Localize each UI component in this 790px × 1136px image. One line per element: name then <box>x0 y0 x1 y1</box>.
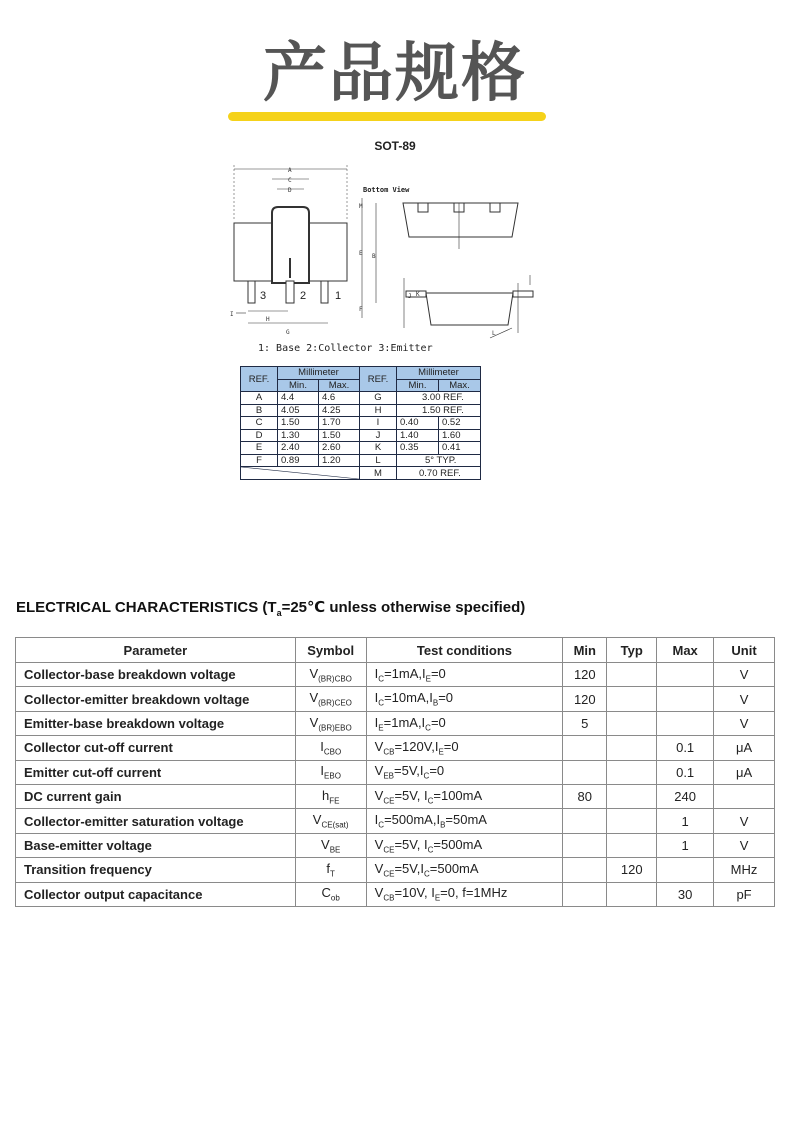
condition-text: =0 <box>429 763 445 779</box>
max-cell: 240 <box>657 784 714 808</box>
ref-header: REF. <box>241 367 278 392</box>
max-header: Max. <box>439 379 481 392</box>
dim-label-k: K <box>416 291 420 298</box>
condition-subscript: C <box>423 772 430 782</box>
max-cell <box>657 687 714 711</box>
max-cell: 1.20 <box>319 454 360 467</box>
symbol-text: V <box>309 714 319 730</box>
min-cell: 120 <box>563 663 607 687</box>
min-cell: 2.40 <box>278 442 319 455</box>
condition-text: =10V, I <box>394 885 435 901</box>
symbol-text: C <box>321 885 331 901</box>
symbol-subscript: FE <box>329 796 340 806</box>
parameter-cell: Transition frequency <box>16 858 296 882</box>
title-underline <box>228 112 546 121</box>
symbol-subscript: T <box>330 869 335 879</box>
unit-cell: V <box>714 809 775 833</box>
condition-cell <box>366 711 563 735</box>
typ-cell: 120 <box>607 858 657 882</box>
condition-cell <box>366 858 563 882</box>
ref-cell: M <box>360 467 397 480</box>
column-header: Typ <box>607 638 657 663</box>
symbol-cell <box>295 736 366 760</box>
symbol-cell <box>295 760 366 784</box>
typ-cell <box>607 663 657 687</box>
unit-cell: μA <box>714 736 775 760</box>
symbol-subscript: EBO <box>324 772 341 782</box>
value-cell: 5° TYP. <box>397 454 481 467</box>
electrical-heading <box>16 598 525 618</box>
condition-text: =500mA,I <box>384 812 441 828</box>
mm-header: Millimeter <box>397 367 481 380</box>
condition-cell <box>366 736 563 760</box>
max-cell: 30 <box>657 882 714 906</box>
max-cell: 4.25 <box>319 404 360 417</box>
min-cell <box>563 833 607 857</box>
table-row <box>16 809 775 833</box>
condition-text: =0 <box>430 714 446 730</box>
condition-cell <box>366 687 563 711</box>
condition-subscript: E <box>438 747 444 757</box>
condition-text: =50mA <box>445 812 487 828</box>
condition-subscript: B <box>432 698 439 708</box>
condition-subscript: C <box>427 796 434 806</box>
condition-cell <box>366 760 563 784</box>
dim-label-l: L <box>492 330 496 337</box>
condition-text: =10mA,I <box>384 690 433 706</box>
unit-cell <box>714 784 775 808</box>
condition-subscript: E <box>434 894 441 903</box>
min-cell: 4.4 <box>278 392 319 405</box>
table-row <box>16 833 775 857</box>
max-cell: 1.50 <box>319 429 360 442</box>
min-cell <box>563 882 607 906</box>
typ-cell <box>607 784 657 808</box>
unit-cell: MHz <box>714 858 775 882</box>
condition-subscript: CE <box>383 845 395 855</box>
unit-cell: pF <box>714 882 775 906</box>
electrical-characteristics-table <box>15 637 775 907</box>
package-outline-drawing <box>228 163 548 343</box>
condition-subscript: C <box>378 698 385 708</box>
parameter-cell: Collector output capacitance <box>16 882 296 906</box>
symbol-cell <box>295 882 366 906</box>
max-cell: 1 <box>657 833 714 857</box>
ref-cell: E <box>241 442 278 455</box>
symbol-subscript: ob <box>330 894 340 903</box>
heading-text: ELECTRICAL CHARACTERISTICS (T <box>16 599 277 616</box>
symbol-cell <box>295 833 366 857</box>
condition-subscript: C <box>378 674 385 684</box>
max-cell <box>657 711 714 735</box>
table-row <box>16 711 775 735</box>
table-row <box>16 882 775 906</box>
ref-cell: B <box>241 404 278 417</box>
symbol-cell <box>295 809 366 833</box>
condition-cell <box>366 784 563 808</box>
symbol-subscript: CE(sat) <box>321 820 349 830</box>
dim-label-j: J <box>408 293 412 300</box>
min-cell: 1.50 <box>278 417 319 430</box>
pin-number-3: 3 <box>260 290 267 302</box>
min-cell: 4.05 <box>278 404 319 417</box>
min-cell: 0.40 <box>397 417 439 430</box>
column-header: Min <box>563 638 607 663</box>
condition-text: =100mA <box>433 787 483 803</box>
bottom-view-label: Bottom View <box>363 186 410 194</box>
condition-subscript: E <box>425 674 431 684</box>
ref-cell: J <box>360 429 397 442</box>
condition-text: =1mA,I <box>383 714 426 730</box>
symbol-subscript: (BR)EBO <box>318 723 352 733</box>
blank-diagonal-cell <box>241 467 360 480</box>
min-cell <box>563 858 607 882</box>
unit-cell: μA <box>714 760 775 784</box>
typ-cell <box>607 882 657 906</box>
min-cell: 1.30 <box>278 429 319 442</box>
min-cell <box>563 760 607 784</box>
condition-cell <box>366 809 563 833</box>
column-header: Unit <box>714 638 775 663</box>
condition-text: =5V,I <box>394 763 424 779</box>
symbol-text: V <box>309 690 319 706</box>
condition-text: =5V, I <box>394 787 428 803</box>
parameter-cell: Collector-base breakdown voltage <box>16 663 296 687</box>
min-cell: 0.35 <box>397 442 439 455</box>
parameter-cell: Base-emitter voltage <box>16 833 296 857</box>
symbol-cell <box>295 784 366 808</box>
table-row <box>16 858 775 882</box>
condition-text: V <box>374 885 384 901</box>
max-cell: 4.6 <box>319 392 360 405</box>
ref-cell: K <box>360 442 397 455</box>
page-title: 产品规格 <box>263 37 527 111</box>
typ-cell <box>607 809 657 833</box>
condition-text: =5V,I <box>394 861 424 877</box>
ref-cell: A <box>241 392 278 405</box>
symbol-cell <box>295 687 366 711</box>
max-cell: 2.60 <box>319 442 360 455</box>
value-cell: 1.50 REF. <box>397 404 481 417</box>
heading-subscript: a <box>276 608 282 618</box>
column-header: Test conditions <box>366 638 563 663</box>
ref-cell: G <box>360 392 397 405</box>
max-header: Max. <box>319 379 360 392</box>
dim-label-g: G <box>286 329 290 336</box>
parameter-cell: Collector-emitter saturation voltage <box>16 809 296 833</box>
min-cell: 120 <box>563 687 607 711</box>
max-cell: 0.41 <box>439 442 481 455</box>
column-header: Max <box>657 638 714 663</box>
table-row <box>16 760 775 784</box>
dim-label-h: H <box>266 316 270 323</box>
mm-header: Millimeter <box>278 367 360 380</box>
condition-text: I <box>374 690 379 706</box>
ref-cell: L <box>360 454 397 467</box>
pin-legend: 1: Base 2:Collector 3:Emitter <box>258 343 433 354</box>
condition-text: V <box>374 739 384 755</box>
ref-cell: H <box>360 404 397 417</box>
unit-cell: V <box>714 711 775 735</box>
table-row <box>241 442 481 455</box>
min-cell: 5 <box>563 711 607 735</box>
condition-subscript: C <box>427 845 434 855</box>
symbol-text: I <box>320 763 325 779</box>
typ-cell <box>607 687 657 711</box>
symbol-cell <box>295 663 366 687</box>
parameter-cell: Collector cut-off current <box>16 736 296 760</box>
unit-cell: V <box>714 663 775 687</box>
parameter-cell: Collector-emitter breakdown voltage <box>16 687 296 711</box>
parameter-cell: DC current gain <box>16 784 296 808</box>
typ-cell <box>607 736 657 760</box>
condition-subscript: C <box>425 723 431 733</box>
table-row <box>241 454 481 467</box>
symbol-text: V <box>312 812 322 828</box>
max-cell <box>657 858 714 882</box>
condition-subscript: CE <box>383 869 395 879</box>
min-cell: 80 <box>563 784 607 808</box>
max-cell: 1 <box>657 809 714 833</box>
value-cell: 0.70 REF. <box>397 467 481 480</box>
column-header: Symbol <box>295 638 366 663</box>
table-row <box>241 392 481 405</box>
table-row <box>16 784 775 808</box>
unit-cell: V <box>714 833 775 857</box>
ref-cell: D <box>241 429 278 442</box>
symbol-subscript: (BR)CBO <box>318 674 352 684</box>
condition-text: V <box>374 787 384 803</box>
condition-text: =0 <box>430 665 446 681</box>
max-cell: 0.1 <box>657 760 714 784</box>
package-name: SOT-89 <box>374 139 416 153</box>
table-row <box>16 663 775 687</box>
condition-cell <box>366 833 563 857</box>
typ-cell <box>607 711 657 735</box>
table-row <box>16 687 775 711</box>
condition-subscript: CE <box>383 796 395 806</box>
ref-header: REF. <box>360 367 397 392</box>
condition-text: V <box>374 861 384 877</box>
dim-label-e: E <box>359 250 363 257</box>
condition-text: =500mA <box>433 836 483 852</box>
table-row <box>241 417 481 430</box>
condition-text: =500mA <box>429 861 479 877</box>
condition-subscript: EB <box>383 772 394 782</box>
max-cell: 0.52 <box>439 417 481 430</box>
ref-cell: I <box>360 417 397 430</box>
max-cell: 1.60 <box>439 429 481 442</box>
value-cell: 3.00 REF. <box>397 392 481 405</box>
pin-number-2: 2 <box>300 290 307 302</box>
min-cell <box>563 809 607 833</box>
column-header: Parameter <box>16 638 296 663</box>
symbol-subscript: CBO <box>323 747 342 757</box>
condition-subscript: C <box>378 820 385 830</box>
symbol-cell <box>295 711 366 735</box>
dim-label-b: B <box>372 253 376 260</box>
min-header: Min. <box>278 379 319 392</box>
condition-cell <box>366 882 563 906</box>
table-header-row <box>16 638 775 663</box>
max-cell <box>657 663 714 687</box>
condition-text: =5V, I <box>394 836 428 852</box>
condition-text: V <box>374 836 384 852</box>
symbol-subscript: (BR)CEO <box>318 698 352 708</box>
condition-subscript: CB <box>383 894 395 903</box>
dim-label-i: I <box>230 311 234 318</box>
min-cell: 0.89 <box>278 454 319 467</box>
min-header: Min. <box>397 379 439 392</box>
pin-number-1: 1 <box>335 290 342 302</box>
condition-text: I <box>374 812 379 828</box>
parameter-cell: Emitter cut-off current <box>16 760 296 784</box>
heading-text: =25℃ unless otherwise specified) <box>281 599 526 616</box>
max-cell: 1.70 <box>319 417 360 430</box>
condition-text: =1mA,I <box>384 665 426 681</box>
max-cell: 0.1 <box>657 736 714 760</box>
dim-label-c: C <box>288 177 292 184</box>
condition-subscript: CB <box>383 747 395 757</box>
dim-label-a: A <box>288 167 292 174</box>
parameter-cell: Emitter-base breakdown voltage <box>16 711 296 735</box>
condition-text: =0, f=1MHz <box>440 885 508 901</box>
condition-text: =0 <box>443 739 459 755</box>
ref-cell: F <box>241 454 278 467</box>
condition-text: I <box>374 665 379 681</box>
typ-cell <box>607 833 657 857</box>
min-cell: 1.40 <box>397 429 439 442</box>
symbol-text: I <box>320 739 324 755</box>
condition-text: =0 <box>438 690 454 706</box>
symbol-subscript: BE <box>329 845 341 855</box>
symbol-text: h <box>321 787 330 803</box>
min-cell <box>563 736 607 760</box>
condition-text: V <box>374 763 384 779</box>
symbol-text: V <box>309 665 319 681</box>
table-row <box>241 467 481 480</box>
table-row <box>241 429 481 442</box>
unit-cell: V <box>714 687 775 711</box>
condition-text: I <box>374 714 379 730</box>
dimension-table <box>240 366 481 480</box>
symbol-text: V <box>321 836 330 852</box>
table-row <box>16 736 775 760</box>
dim-label-f: F <box>359 306 363 313</box>
condition-subscript: C <box>423 869 430 879</box>
dim-label-d: D <box>288 187 292 194</box>
dim-label-m: M <box>359 203 363 210</box>
condition-subscript: E <box>378 723 384 733</box>
table-row <box>241 404 481 417</box>
condition-subscript: B <box>440 820 446 830</box>
typ-cell <box>607 760 657 784</box>
condition-cell <box>366 663 563 687</box>
condition-text: =120V,I <box>394 739 439 755</box>
ref-cell: C <box>241 417 278 430</box>
symbol-text: f <box>326 861 331 877</box>
symbol-cell <box>295 858 366 882</box>
